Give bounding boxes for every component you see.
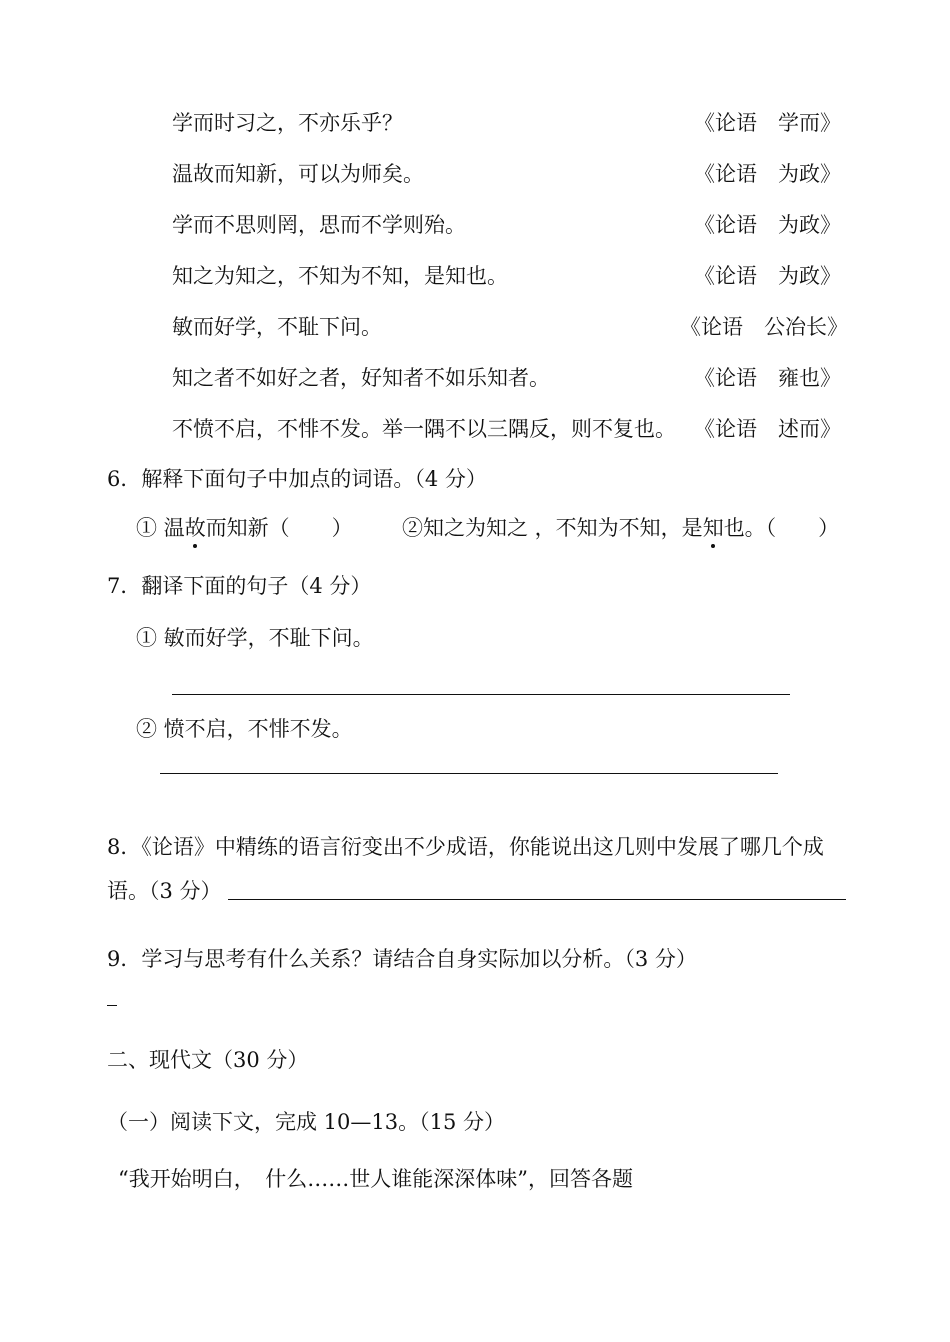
quote-source-5: 《论语 公冶长》 [680, 315, 848, 339]
question-7-item-2: ② 愤不启，不悱不发。 [136, 717, 353, 741]
question-6-title: 6．解释下面句子中加点的词语。（4 分） [107, 467, 487, 491]
emphasis-dot-zhi: 知 [702, 516, 724, 540]
section-2-subtitle: （一）阅读下文，完成 10—13。（15 分） [107, 1110, 506, 1134]
section-2-title: 二、现代文（30 分） [107, 1048, 309, 1072]
quote-text-5: 敏而好学，不耻下问。 [172, 315, 382, 339]
answer-line-7-1[interactable] [172, 694, 790, 695]
quote-source-4: 《论语 为政》 [694, 264, 841, 288]
quote-text-2: 温故而知新，可以为师矣。 [172, 162, 424, 186]
answer-line-8[interactable] [228, 899, 846, 900]
quote-source-1: 《论语 学而》 [694, 111, 841, 135]
q6-item1-post: 而知新（ ） [205, 516, 353, 540]
quote-source-2: 《论语 为政》 [694, 162, 841, 186]
answer-line-9[interactable] [107, 1005, 117, 1006]
question-6-item-2 [402, 514, 839, 542]
quote-source-6: 《论语 雍也》 [694, 366, 841, 390]
question-9-title: 9．学习与思考有什么关系？请结合自身实际加以分析。（3 分） [107, 947, 697, 971]
quote-source-3: 《论语 为政》 [694, 213, 841, 237]
emphasis-dot-gu: 故 [184, 516, 206, 540]
quote-text-6: 知之者不如好之者，好知者不如乐知者。 [172, 366, 550, 390]
quote-text-3: 学而不思则罔，思而不学则殆。 [172, 213, 466, 237]
quote-text-4: 知之为知之，不知为不知，是知也。 [172, 264, 508, 288]
question-7-title: 7．翻译下面的句子（4 分） [107, 574, 372, 598]
passage-intro: “我开始明白， 什么……世人谁能深深体味”，回答各题 [118, 1167, 633, 1191]
question-6-item-1 [136, 514, 353, 542]
answer-line-7-2[interactable] [160, 773, 778, 774]
question-7-item-1: ① 敏而好学，不耻下问。 [136, 626, 374, 650]
q6-item2-post: 也。（ ） [723, 516, 840, 540]
q6-item1-pre: ① 温 [136, 516, 185, 540]
quote-source-7: 《论语 述而》 [694, 417, 841, 441]
question-8-line-2: 语。（3 分） [107, 879, 222, 903]
quote-text-1: 学而时习之，不亦乐乎？ [172, 111, 403, 135]
question-8-line-1: 8．《论语》中精练的语言衍变出不少成语，你能说出这几则中发展了哪几个成 [107, 835, 824, 859]
q6-item2-pre: ②知之为知之 ，不知为不知，是 [402, 516, 703, 540]
quote-text-7: 不愤不启，不悱不发。举一隅不以三隅反，则不复也。 [172, 417, 676, 441]
